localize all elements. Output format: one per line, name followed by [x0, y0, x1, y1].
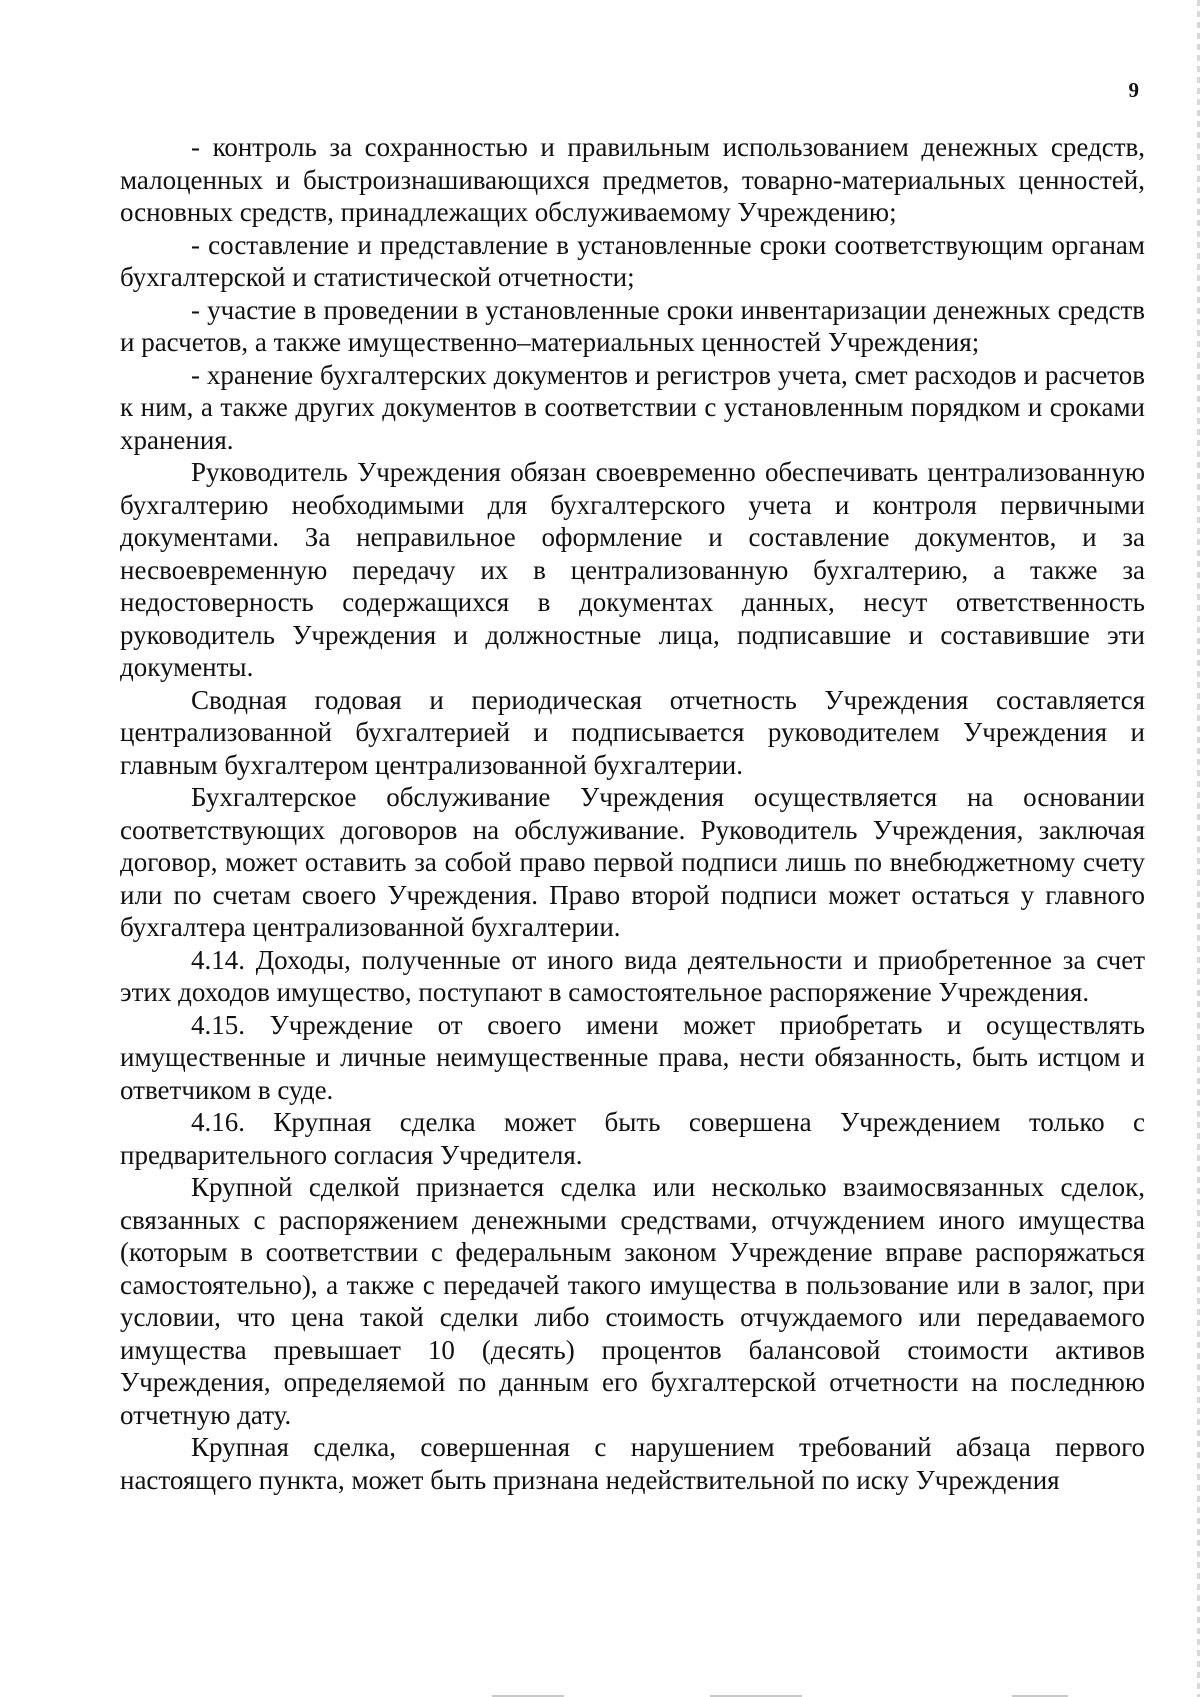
paragraph-inventory-duty: - участие в проведении в установленные сроки инвентаризации денежных средств и расчетов, а также имущественно–материальных ценностей Учреждения; [120, 294, 1145, 357]
paragraph-section-4-15: 4.15. Учреждение от своего имени может приобретать и осуществлять имущественные и личные неимущественные права, нести обязанность, быть истцом и ответчиком в суде. [120, 1009, 1145, 1105]
paragraph-head-responsibility: Руководитель Учреждения обязан своевременно обеспечивать централизованную бухгалтерию необходимыми для бухгалтерского учета и контроля первичными документами. За неправильное оформление и составление документов, и за несвоевременную передачу их в централизованную бухгалтерию, а также за недостоверность содержащихся в документах данных, несут ответственность руководитель Учреждения и должностные лица, подписавшие и составившие эти документы. [120, 457, 1145, 682]
paragraph-control-duty: - контроль за сохранностью и правильным использованием денежных средств, малоценных и быстроизнашивающихся предметов, товарно-материальных ценностей, основных средств, принадлежащих обслуживаемому Учреждению; [120, 132, 1145, 227]
page-number: 9 [1128, 78, 1139, 102]
paragraph-accounting-service: Бухгалтерское обслуживание Учреждения осуществляется на основании соответствующих договоров на обслуживание. Руководитель Учреждения, заключая договор, может оставить за собой право первой подписи лишь по внебюджетному счету или по счетам своего Учреждения. Право второй подписи может остаться у главного бухгалтера централизованной бухгалтерии. [120, 782, 1145, 942]
paragraph-consolidated-reporting: Сводная годовая и периодическая отчетность Учреждения составляется централизованной бухгалтерией и подписывается руководителем Учреждения и главным бухгалтером централизованной бухгалтерии. [120, 684, 1145, 780]
document-body [120, 131, 1145, 1496]
paragraph-section-4-14: 4.14. Доходы, полученные от иного вида деятельности и приобретенное за счет этих доходов имущество, поступают в самостоятельное распоряжение Учреждения. [120, 944, 1145, 1007]
paragraph-reporting-duty: - составление и представление в установленные сроки соответствующим органам бухгалтерской и статистической отчетности; [120, 229, 1145, 292]
paragraph-storage-duty: - хранение бухгалтерских документов и регистров учета, смет расходов и расчетов к ним, а также других документов в соответствии с установленным порядком и сроками хранения. [120, 359, 1145, 455]
paragraph-major-deal-definition: Крупной сделкой признается сделка или несколько взаимосвязанных сделок, связанных с распоряжением денежными средствами, отчуждением иного имущества (которым в соответствии с федеральным законом Учреждение вправе распоряжаться самостоятельно), а также с передачей такого имущества в пользование или в залог, при условии, что цена такой сделки либо стоимость отчуждаемого или передаваемого имущества превышает 10 (десять) процентов балансовой стоимости активов Учреждения, определяемой по данным его бухгалтерской отчетности на последнюю отчетную дату. [120, 1172, 1145, 1430]
paragraph-major-deal-invalidity: Крупная сделка, совершенная с нарушением требований абзаца первого настоящего пункта, может быть признана недействительной по иску Учреждения [120, 1432, 1145, 1495]
paragraph-section-4-16: 4.16. Крупная сделка может быть совершена Учреждением только с предварительного согласия Учредителя. [120, 1107, 1145, 1170]
